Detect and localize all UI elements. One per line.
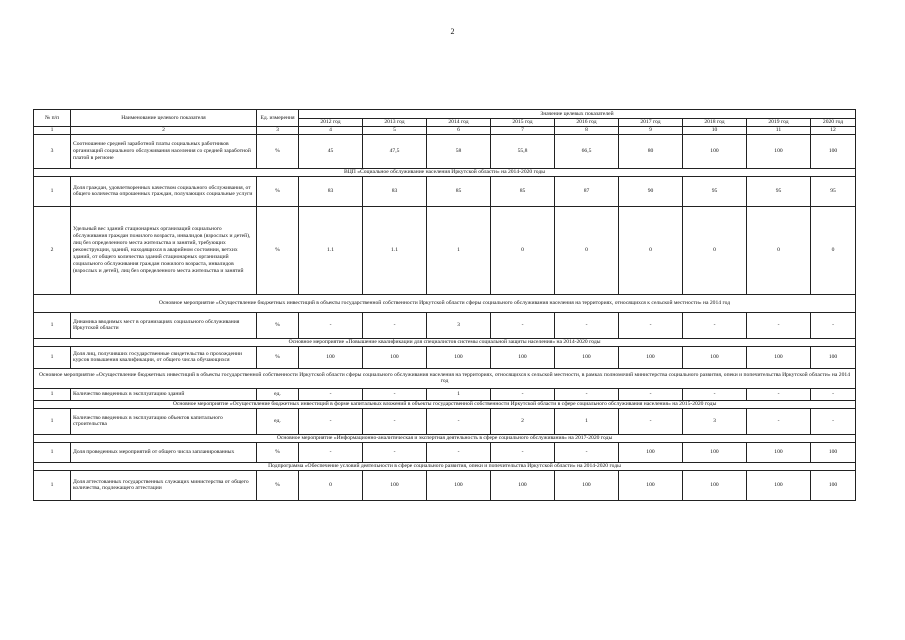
value-cell: 100 xyxy=(811,134,856,168)
header-name: Наименование целевого показателя xyxy=(71,110,257,127)
value-cell: - xyxy=(555,442,619,462)
header-column-number: 3 xyxy=(257,127,299,135)
value-cell: 100 xyxy=(555,470,619,500)
value-cell: 100 xyxy=(363,470,427,500)
value-cell: 95 xyxy=(683,176,747,206)
table-row xyxy=(34,312,856,338)
value-cell: 100 xyxy=(811,346,856,368)
value-cell: 83 xyxy=(299,176,363,206)
value-cell: 100 xyxy=(683,346,747,368)
value-cell: - xyxy=(555,312,619,338)
indicator-name: Соотношение средней заработной платы социальных работников организаций социального обслуживания населения со средней заработной платой в регионе xyxy=(71,134,257,168)
value-cell: - xyxy=(299,442,363,462)
value-cell: 66,5 xyxy=(555,134,619,168)
section-row xyxy=(34,368,856,388)
value-cell: 55,8 xyxy=(491,134,555,168)
header-year: 2020 год xyxy=(811,119,856,127)
section-title: Подпрограмма «Обеспечение условий деятельности в сфере социального развития, опеки и попечительства Иркутской области» на 2014-2020 годы xyxy=(34,462,856,470)
value-cell: 1.1 xyxy=(363,206,427,294)
indicator-name: Количество введенных в эксплуатацию зданий xyxy=(71,388,257,400)
value-cell: 85 xyxy=(491,176,555,206)
value-cell: 0 xyxy=(747,206,811,294)
value-cell: 100 xyxy=(619,346,683,368)
value-cell: - xyxy=(363,312,427,338)
indicator-name: Динамика вводимых мест в организациях социального обслуживания Иркутской области xyxy=(71,312,257,338)
header-column-number: 1 xyxy=(34,127,71,135)
header-year: 2014 год xyxy=(427,119,491,127)
section-row xyxy=(34,294,856,312)
value-cell: 2 xyxy=(491,408,555,434)
value-cell: - xyxy=(683,312,747,338)
value-cell: 87 xyxy=(555,176,619,206)
header-year: 2015 год xyxy=(491,119,555,127)
value-cell: 90 xyxy=(619,176,683,206)
row-number: 1 xyxy=(34,470,71,500)
row-number: 1 xyxy=(34,408,71,434)
unit-cell: % xyxy=(257,134,299,168)
table-row xyxy=(34,442,856,462)
unit-cell: % xyxy=(257,206,299,294)
value-cell: 100 xyxy=(747,442,811,462)
table-row xyxy=(34,176,856,206)
value-cell: 100 xyxy=(299,346,363,368)
value-cell: 85 xyxy=(427,176,491,206)
indicator-name: Доля проведенных мероприятий от общего числа запланированных xyxy=(71,442,257,462)
value-cell: 83 xyxy=(363,176,427,206)
header-column-number: 2 xyxy=(71,127,257,135)
value-cell: 58 xyxy=(427,134,491,168)
section-title: Основное мероприятие «Повышение квалификации для специалистов системы социальной защиты населения» на 2014-2020 годы xyxy=(34,338,856,346)
indicator-name: Удельный вес зданий стационарных организаций социального обслуживания граждан пожилого возраста, инвалидов (взрослых и детей), лиц без определенного места жительства и занятий, требующих реконструкции, зданий, находящихся в аварийном состоянии, ветхих зданий, от общего количества зданий стационарных организаций социального обслуживания граждан пожилого возраста, инвалидов (взрослых и детей), лиц без определенного места жительства и занятий xyxy=(71,206,257,294)
indicator-name: Доля аттестованных государственных служащих министерства от общего количества, подлежащего аттестации xyxy=(71,470,257,500)
unit-cell: % xyxy=(257,346,299,368)
section-title: ВЦП «Социальное обслуживание населения Иркутской области» на 2014-2020 годы xyxy=(34,168,856,176)
value-cell: 0 xyxy=(619,206,683,294)
value-cell: - xyxy=(619,388,683,400)
value-cell: - xyxy=(363,442,427,462)
header-column-number: 7 xyxy=(491,127,555,135)
value-cell: 0 xyxy=(555,206,619,294)
value-cell: 1 xyxy=(555,408,619,434)
row-number: 1 xyxy=(34,312,71,338)
value-cell: - xyxy=(363,388,427,400)
value-cell: 100 xyxy=(811,470,856,500)
page-number: 2 xyxy=(450,27,455,36)
value-cell: 100 xyxy=(683,442,747,462)
unit-cell: % xyxy=(257,312,299,338)
value-cell: 100 xyxy=(491,346,555,368)
indicator-name: Количество введенных в эксплуатацию объектов капитального строительства xyxy=(71,408,257,434)
row-number: 1 xyxy=(34,176,71,206)
table-row xyxy=(34,470,856,500)
value-cell: 100 xyxy=(683,134,747,168)
value-cell: - xyxy=(619,312,683,338)
value-cell: 0 xyxy=(491,206,555,294)
value-cell: - xyxy=(299,388,363,400)
row-number: 1 xyxy=(34,442,71,462)
section-title: Основное мероприятие «Осуществление бюджетных инвестиций в объекты государственной собственности Иркутской области сферы социального обслуживания населения на территориях, относящихся к сельской местности, в рамках полномочий министерства социального развития, опеки и попечительства Иркутской области» на 2014 год xyxy=(34,368,856,388)
header-column-number: 4 xyxy=(299,127,363,135)
header-year: 2016 год xyxy=(555,119,619,127)
value-cell: 100 xyxy=(747,346,811,368)
section-row xyxy=(34,168,856,176)
indicator-name: Доля лиц, получивших государственные свидетельства о прохождении курсов повышения квалификации, от общего числа обучающихся xyxy=(71,346,257,368)
value-cell: 95 xyxy=(811,176,856,206)
value-cell: 100 xyxy=(427,346,491,368)
value-cell: - xyxy=(747,408,811,434)
value-cell: 95 xyxy=(747,176,811,206)
row-number: 3 xyxy=(34,134,71,168)
unit-cell: % xyxy=(257,176,299,206)
value-cell: - xyxy=(491,312,555,338)
header-column-number: 11 xyxy=(747,127,811,135)
value-cell: - xyxy=(491,388,555,400)
header-column-number: 9 xyxy=(619,127,683,135)
value-cell: 45 xyxy=(299,134,363,168)
indicators-table xyxy=(33,109,856,501)
table-row xyxy=(34,206,856,294)
row-number: 2 xyxy=(34,206,71,294)
value-cell: 100 xyxy=(747,470,811,500)
value-cell: - xyxy=(619,408,683,434)
unit-cell: ед. xyxy=(257,408,299,434)
value-cell: - xyxy=(299,408,363,434)
value-cell: 100 xyxy=(619,470,683,500)
section-row xyxy=(34,462,856,470)
table-row xyxy=(34,408,856,434)
value-cell: 100 xyxy=(427,470,491,500)
row-number: 1 xyxy=(34,388,71,400)
value-cell: 0 xyxy=(683,206,747,294)
header-column-number: 10 xyxy=(683,127,747,135)
header-unit: Ед. измерения xyxy=(257,110,299,127)
value-cell: 1 xyxy=(427,388,491,400)
value-cell: - xyxy=(747,388,811,400)
value-cell: 100 xyxy=(555,346,619,368)
value-cell: 100 xyxy=(491,470,555,500)
value-cell: 3 xyxy=(683,408,747,434)
unit-cell: ед. xyxy=(257,388,299,400)
header-year: 2019 год xyxy=(747,119,811,127)
unit-cell: % xyxy=(257,442,299,462)
header-column-number: 6 xyxy=(427,127,491,135)
table-row xyxy=(34,388,856,400)
unit-cell: % xyxy=(257,470,299,500)
value-cell: 100 xyxy=(363,346,427,368)
section-row xyxy=(34,338,856,346)
header-year: 2018 год xyxy=(683,119,747,127)
value-cell: 3 xyxy=(427,312,491,338)
value-cell: - xyxy=(555,388,619,400)
value-cell: 100 xyxy=(747,134,811,168)
value-cell: 100 xyxy=(683,470,747,500)
value-cell: - xyxy=(747,312,811,338)
value-cell: 80 xyxy=(619,134,683,168)
value-cell: 1.1 xyxy=(299,206,363,294)
value-cell: 1 xyxy=(427,206,491,294)
indicator-name: Доля граждан, удовлетворенных качеством социального обслуживания, от общего количества опрошенных граждан, получающих социальные услуги xyxy=(71,176,257,206)
value-cell: - xyxy=(491,442,555,462)
value-cell: - xyxy=(299,312,363,338)
section-title: Основное мероприятие «Информационно-аналитическая и экспертная деятельность в сфере социального обслуживания» на 2017-2020 годы xyxy=(34,434,856,442)
value-cell: 100 xyxy=(619,442,683,462)
value-cell: 0 xyxy=(811,206,856,294)
header-year: 2017 год xyxy=(619,119,683,127)
header-column-number: 8 xyxy=(555,127,619,135)
header-column-number: 5 xyxy=(363,127,427,135)
value-cell: 47,5 xyxy=(363,134,427,168)
header-num: № п/п xyxy=(34,110,71,127)
header-year: 2013 год xyxy=(363,119,427,127)
value-cell: - xyxy=(811,312,856,338)
value-cell: - xyxy=(811,388,856,400)
value-cell: - xyxy=(427,442,491,462)
value-cell: 100 xyxy=(811,442,856,462)
row-number: 1 xyxy=(34,346,71,368)
section-title: Основное мероприятие «Осуществление бюджетных инвестиций в объекты государственной собственности Иркутской области сферы социального обслуживания населения на территориях, относящихся к сельской местности» на 2014 год xyxy=(34,294,856,312)
header-values-group: Значение целевых показателей xyxy=(299,110,856,119)
header-year: 2012 год xyxy=(299,119,363,127)
table-row xyxy=(34,134,856,168)
section-row xyxy=(34,434,856,442)
value-cell: - xyxy=(363,408,427,434)
table-row xyxy=(34,346,856,368)
value-cell: - xyxy=(811,408,856,434)
header-column-number: 12 xyxy=(811,127,856,135)
section-title: Основное мероприятие «Осуществление бюджетных инвестиций в форме капитальных вложений в объекты государственной собственности Иркутской области в сфере социального обслуживания населения» на 2015-2020 годы xyxy=(34,400,856,408)
value-cell: - xyxy=(683,388,747,400)
section-row xyxy=(34,400,856,408)
value-cell: - xyxy=(427,408,491,434)
value-cell: 0 xyxy=(299,470,363,500)
